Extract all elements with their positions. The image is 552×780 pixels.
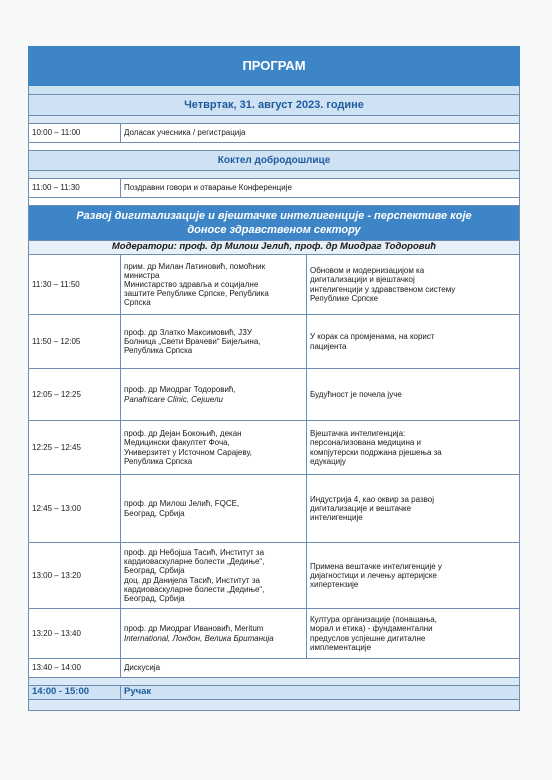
talk-row xyxy=(29,543,520,609)
talk-row xyxy=(29,255,520,315)
program-title: ПРОГРАМ xyxy=(29,47,520,86)
talk-row xyxy=(29,421,520,475)
talk-speaker: проф. др Небојша Тасић, Институт за кардиоваскуларне болести „Дедиње“, Београд, Србија доц. др Данијела Тасић, Институт за кардиоваскуларне болести „Дедиње“, Београд, Србија xyxy=(121,543,307,609)
talk-speaker: проф. др Дејан Бокоњић, декан Медицински факултет Фоча, Универзитет у Источном Сарајеву, Република Српска xyxy=(121,421,307,475)
talk-time: 13:00 – 13:20 xyxy=(29,543,121,609)
lunch-row xyxy=(29,686,520,700)
program-table xyxy=(28,46,520,711)
discussion-label: Дискусија xyxy=(121,659,520,678)
lunch-label: Ручак xyxy=(121,686,520,700)
discussion-time: 13:40 – 14:00 xyxy=(29,659,121,678)
talk-topic: У корак са промјенама, на корист пацијента xyxy=(307,315,520,369)
talk-speaker: проф. др Миодраг Тодоровић, Panafricare Clinic, Сејшели xyxy=(121,369,307,421)
program-sheet xyxy=(28,46,520,711)
talk-time: 12:25 – 12:45 xyxy=(29,421,121,475)
talk-time: 12:45 – 13:00 xyxy=(29,475,121,543)
talk-speaker: проф. др Миодраг Ивановић, Meritum International, Лондон, Велика Британија xyxy=(121,609,307,659)
talk-topic: Примена вештачке интелигенције у дијагностици и лечењу артеријске хипертензије xyxy=(307,543,520,609)
talk-topic: Будућност је почела јуче xyxy=(307,369,520,421)
opening-row xyxy=(29,179,520,198)
talk-time: 11:30 – 11:50 xyxy=(29,255,121,315)
talk-topic: Вјештачка интелигенција: персонализована медицина и компјутерски подржана рјешења за едукацију xyxy=(307,421,520,475)
opening-label: Поздравни говори и отварање Конференције xyxy=(121,179,520,198)
talk-speaker: проф. др Милош Јелић, FQCE, Београд, Србија xyxy=(121,475,307,543)
lunch-time: 14:00 - 15:00 xyxy=(29,686,121,700)
registration-row xyxy=(29,124,520,143)
talk-speaker: проф. др Златко Максимовић, ЈЗУ Болница „Свети Врачеви“ Бијељина, Република Српска xyxy=(121,315,307,369)
discussion-row xyxy=(29,659,520,678)
talk-row xyxy=(29,369,520,421)
cocktail-heading: Коктел добродошлице xyxy=(29,151,520,171)
talk-topic: Индустрија 4, као оквир за развој дигитализације и вештачке интелигенције xyxy=(307,475,520,543)
talk-row xyxy=(29,609,520,659)
talk-row xyxy=(29,315,520,369)
talk-time: 13:20 – 13:40 xyxy=(29,609,121,659)
registration-label: Доласак учесника / регистрација xyxy=(121,124,520,143)
talk-speaker: прим. др Милан Латиновић, помоћник министра Министарство здравља и социјалне заштите Републике Српске, Република Српска xyxy=(121,255,307,315)
registration-time: 10:00 – 11:00 xyxy=(29,124,121,143)
moderators: Модератори: проф. др Милош Јелић, проф. др Миодраг Тодоровић xyxy=(29,241,520,255)
talk-time: 12:05 – 12:25 xyxy=(29,369,121,421)
talk-row xyxy=(29,475,520,543)
section-title: Развој дигитализације и вјештачке интелигенције - перспективе које доносе здравственом сектору xyxy=(29,206,520,241)
talk-time: 11:50 – 12:05 xyxy=(29,315,121,369)
program-date: Четвртак, 31. август 2023. године xyxy=(29,95,520,116)
opening-time: 11:00 – 11:30 xyxy=(29,179,121,198)
talk-topic: Култура организације (понашања, морал и етика) - фундаментални предуслов успјешне дигиталне имплементације xyxy=(307,609,520,659)
talk-topic: Обновом и модернизацијом ка дигитализацији и вјештачкој интелигенцији у здравственом систему Републике Српске xyxy=(307,255,520,315)
